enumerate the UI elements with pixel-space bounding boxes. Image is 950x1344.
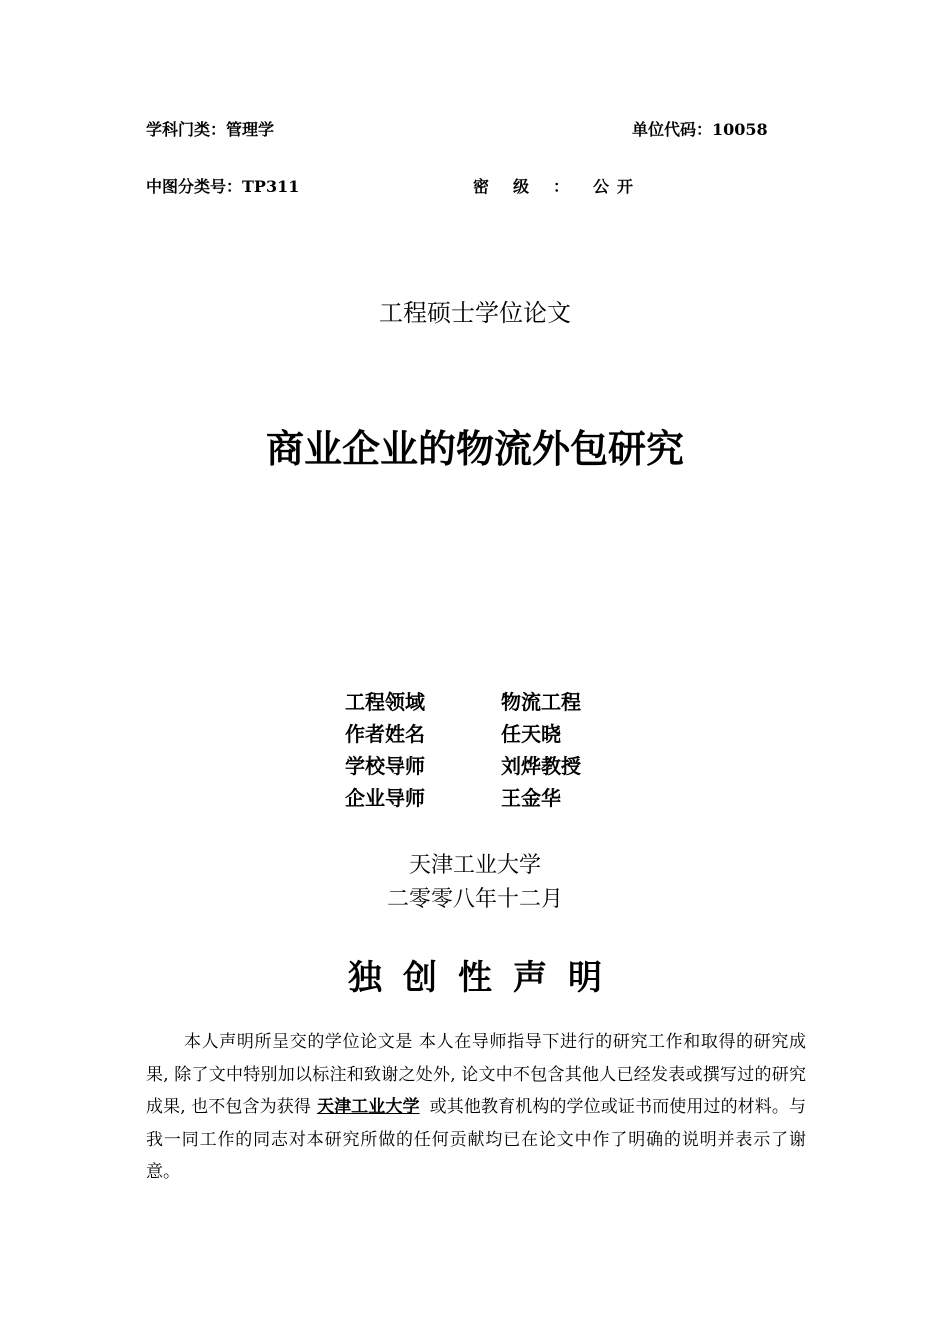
- info-value: 任天晓: [501, 722, 561, 746]
- secrecy-value: 公开: [593, 177, 642, 196]
- info-value: 物流工程: [501, 690, 581, 714]
- info-row-school-advisor: [345, 752, 581, 784]
- declaration-body: [146, 1026, 806, 1189]
- info-label: 学校导师: [345, 754, 425, 778]
- info-row-author: [345, 720, 581, 752]
- thesis-title: 商业企业的物流外包研究: [265, 427, 684, 471]
- submission-date: 二零零八年十二月: [386, 887, 563, 912]
- info-row-field: [345, 688, 581, 720]
- info-value: 王金华: [501, 786, 561, 810]
- declaration-university: 天津工业大学: [316, 1097, 420, 1117]
- clc-number: 中图分类号：TP311: [146, 177, 300, 196]
- info-label: 作者姓名: [345, 722, 425, 746]
- info-row-company-advisor: [345, 784, 581, 816]
- declaration-text-after: 或其他教育机构的学位或证书而使用过的材料。与我一同工作的同志对本研究所做的任何贡献均已在论文中作了明确的说明并表示了谢意。: [146, 1097, 807, 1182]
- info-label: 工程领域: [345, 690, 425, 714]
- university-name: 天津工业大学: [408, 853, 541, 878]
- info-value: 刘烨教授: [501, 754, 581, 778]
- secrecy-level: [473, 174, 641, 197]
- declaration-text-before: 本人声明所呈交的学位论文是 本人在导师指导下进行的研究工作和取得的研究成果, 除了文中特别加以标注和致谢之处外, 论文中不包含其他人已经发表或撰写过的研究成果, 也不包含为获得: [146, 1032, 806, 1117]
- degree-type: 工程硕士学位论文: [379, 299, 571, 327]
- subject-category: 学科门类：管理学: [146, 120, 275, 139]
- declaration-title: 独创性声明: [348, 958, 623, 998]
- unit-code: 单位代码：10058: [632, 120, 768, 139]
- info-label: 企业导师: [345, 786, 425, 810]
- secrecy-label: 密级：: [473, 177, 594, 196]
- author-info-table: [345, 688, 581, 816]
